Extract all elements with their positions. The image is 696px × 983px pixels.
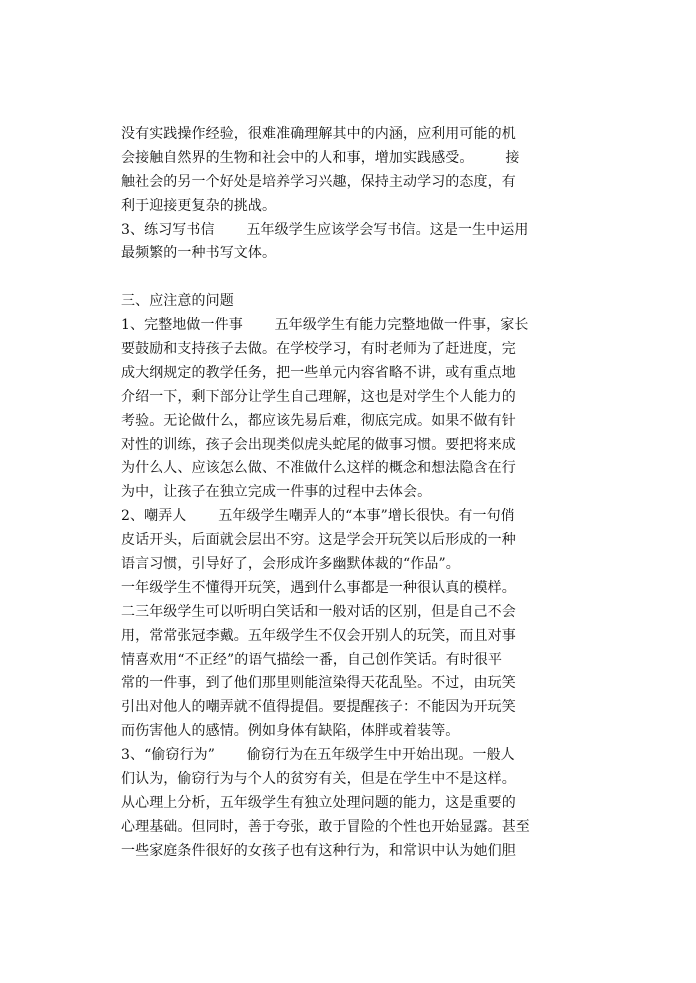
text-line: 们认为，偷窃行为与个人的贫穷有关，但是在学生中不是这样。	[121, 771, 516, 788]
text-line: 要鼓励和支持孩子去做。在学校学习，有时老师为了赶进度，完	[121, 341, 516, 358]
text-line: 介绍一下，剩下部分让学生自己理解，这也是对学生个人能力的	[121, 388, 516, 405]
text-line: 最频繁的一种书写文体。	[121, 245, 277, 262]
text-line: 会接触自然界的生物和社会中的人和事，增加实践感受。 接	[121, 149, 520, 166]
text-line: 皮话开头，后面就会层出不穷。这是学会开玩笑以后形成的一种	[121, 532, 516, 549]
text-line: 心理基础。但同时，善于夸张，敢于冒险的个性也开始显露。甚至	[121, 818, 530, 835]
text-line: 为什么人、应该怎么做、不准做什么这样的概念和想法隐含在行	[121, 460, 516, 477]
text-line: 一些家庭条件很好的女孩子也有这种行为，和常识中认为她们胆	[121, 842, 516, 859]
text-line: 考验。无论做什么，都应该先易后难，彻底完成。如果不做有针	[121, 412, 516, 429]
text-line: 一年级学生不懂得开玩笑，遇到什么事都是一种很认真的模样。	[121, 579, 516, 596]
text-line: 利于迎接更复杂的挑战。	[121, 197, 277, 214]
text-line: 常的一件事，到了他们那里则能渲染得天花乱坠。不过，由玩笑	[121, 675, 516, 692]
text-line: 二三年级学生可以听明白笑话和一般对话的区别，但是自己不会	[121, 603, 516, 620]
text-line: 3、练习写书信 五年级学生应该学会写书信。这是一生中运用	[121, 221, 529, 238]
text-line: 语言习惯，引导好了，会形成许多幽默体裁的“作品”。	[121, 556, 460, 573]
text-line: 从心理上分析，五年级学生有独立处理问题的能力，这是重要的	[121, 794, 516, 811]
section-heading: 三、应注意的问题	[121, 293, 234, 310]
text-line: 2、嘲弄人 五年级学生嘲弄人的“本事”增长很快。有一句俏	[121, 508, 515, 525]
text-line: 3、“偷窃行为” 偷窃行为在五年级学生中开始出现。一般人	[121, 747, 515, 764]
text-line: 没有实践操作经验，很难准确理解其中的内涵，应利用可能的机	[121, 126, 516, 142]
text-line: 引出对他人的嘲弄就不值得提倡。要提醒孩子：不能因为开玩笑	[121, 699, 516, 716]
text-line: 情喜欢用“不正经”的语气描绘一番，自己创作笑话。有时很平	[121, 651, 503, 668]
blank-line	[121, 266, 581, 290]
text-line: 为中，让孩子在独立完成一件事的过程中去体会。	[121, 484, 432, 501]
text-line: 1、完整地做一件事 五年级学生有能力完整地做一件事，家长	[121, 317, 529, 334]
body-text	[121, 123, 581, 864]
text-line: 用，常常张冠李戴。五年级学生不仅会开别人的玩笑，而且对事	[121, 627, 516, 644]
text-line: 而伤害他人的感情。例如身体有缺陷，体胖或着装等。	[121, 723, 460, 740]
text-line: 对性的训练，孩子会出现类似虎头蛇尾的做事习惯。要把将来成	[121, 436, 516, 453]
text-line: 成大纲规定的教学任务，把一些单元内容省略不讲，或有重点地	[121, 364, 516, 381]
text-line: 触社会的另一个好处是培养学习兴趣，保持主动学习的态度，有	[121, 173, 516, 190]
